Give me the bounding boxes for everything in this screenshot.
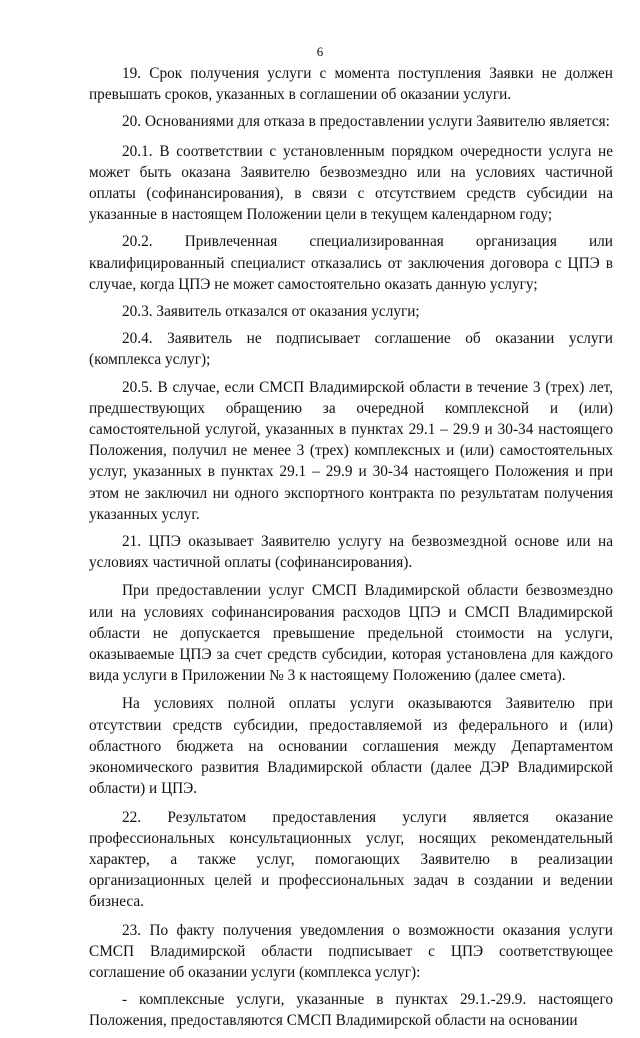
paragraph-21-full-payment: На условиях полной оплаты услуги оказываются Заявителю при отсутствии средств субсидии, предоставляемой из федерального и (или) областного бюджета на основании соглашения между Департаментом экономического развития Владимирской области (далее ДЭР Владимирской области) и ЦПЭ. (89, 695, 613, 798)
paragraph-22: 22. Результатом предоставления услуги является оказание профессиональных консультационных услуг, носящих рекомендательный характер, а также услуг, помогающих Заявителю в реализации организационных целей и профессиональных задач в создании и ведении бизнеса. (89, 808, 613, 911)
document-body (89, 63, 613, 1038)
paragraph-20-1: 20.1. В соответствии с установленным порядком очередности услуга не может быть оказана Заявителю безвозмездно или на условиях частичной оплаты (софинансирования), в связи с отсутствием средств субсидии на указанные в настоящем Положении цели в текущем календарном году; (89, 142, 613, 224)
paragraph-20-2: 20.2. Привлеченная специализированная организация или квалифицированный специалист отказались от заключения договора с ЦПЭ в случае, когда ЦПЭ не может самостоятельно оказать данную услугу; (89, 233, 613, 293)
paragraph-21: 21. ЦПЭ оказывает Заявителю услугу на безвозмездной основе или на условиях частичной оплаты (софинансирования). (89, 533, 613, 572)
paragraph-23: 23. По факту получения уведомления о возможности оказания услуги СМСП Владимирской области подписывает с ЦПЭ соответствующее соглашение об оказании услуги (комплекса услуг): (89, 921, 613, 981)
paragraph-21-cofinancing: При предоставлении услуг СМСП Владимирской области безвозмездно или на условиях софинансирования расходов ЦПЭ и СМСП Владимирской области не допускается превышение предельной стоимости на услуги, оказываемые ЦПЭ за счет средств субсидии, которая установлена для каждого вида услуги в Приложении № 3 к настоящему Положению (далее смета). (89, 582, 613, 685)
paragraph-20-3: 20.3. Заявитель отказался от оказания услуги; (122, 303, 420, 321)
page-number: 6 (316, 44, 324, 59)
paragraph-20-4: 20.4. Заявитель не подписывает соглашение об оказании услуги (комплекса услуг); (89, 330, 613, 369)
paragraph-19: 19. Срок получения услуги с момента поступления Заявки не должен превышать сроков, указанных в соглашении об оказании услуги. (89, 65, 613, 104)
paragraph-23-list-item: - комплексные услуги, указанные в пунктах 29.1.-29.9. настоящего Положения, предоставляются СМСП Владимирской области на основании (89, 991, 613, 1030)
paragraph-20: 20. Основаниями для отказа в предоставлении услуги Заявителю является: (122, 113, 610, 131)
paragraph-20-5: 20.5. В случае, если СМСП Владимирской области в течение 3 (трех) лет, предшествующих обращению за очередной комплексной и (или) самостоятельной услугой, указанных в пунктах 29.1 – 29.9 и 30-34 настоящего Положения, получил не менее 3 (трех) комплексных и (или) самостоятельных услуг, указанных в пунктах 29.1 – 29.9 и 30-34 настоящего Положения и при этом не заключил ни одного экспортного контракта по результатам получения указанных услуг. (89, 378, 613, 523)
